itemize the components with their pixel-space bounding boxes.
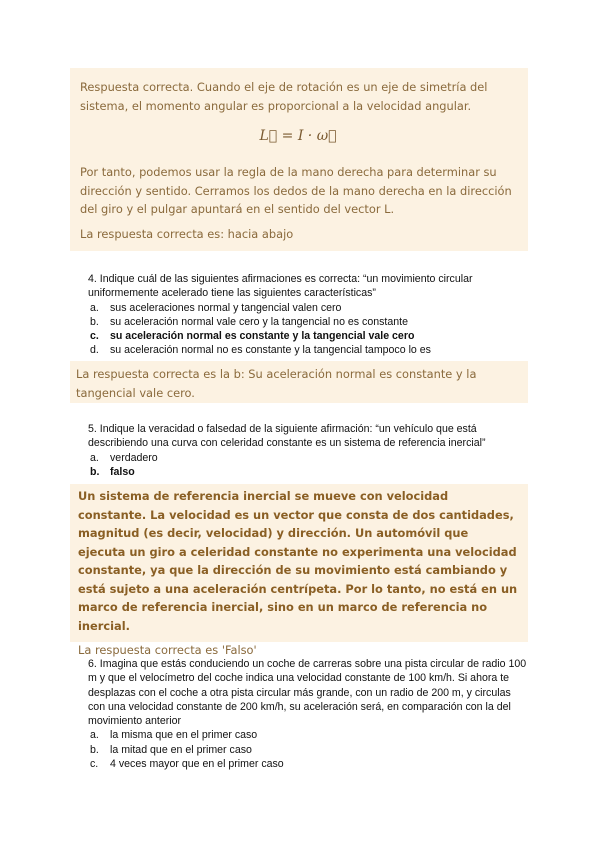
option-text: la misma que en el primer caso (110, 729, 258, 742)
option-letter: c. (90, 758, 99, 771)
option-c-selected[interactable] (88, 329, 528, 343)
option-text: 4 veces mayor que en el primer caso (110, 758, 284, 771)
option-text: verdadero (110, 451, 158, 464)
correct-answer-text: La respuesta correcta es: hacia abajo (80, 226, 294, 241)
feedback-box-question-4: La respuesta correcta es la b: Su aceleración normal es constante y la tangencial vale cero. (70, 361, 528, 403)
option-text: falso (110, 465, 135, 478)
option-a[interactable] (88, 728, 528, 742)
question-4-options (88, 301, 528, 358)
option-text: la mitad que en el primer caso (110, 743, 252, 756)
question-6 (88, 657, 528, 771)
question-6-text: 6. Imagina que estás conduciendo un coche de carreras sobre una pista circular de radio 100 m y que el velocímetro del coche indica una velocidad constante de 100 km/h. Si ahora te desplazas con el coche a otra pista circular más grande, con un radio de 200 m, y circulas con una velocidad constante de 200 km/h, su aceleración será, en comparación con la del movimiento anterior (88, 658, 527, 728)
option-letter: a. (90, 451, 99, 464)
option-letter: a. (90, 301, 99, 314)
option-text: su aceleración normal no es constante y la tangencial tampoco lo es (110, 344, 431, 357)
option-b[interactable] (88, 315, 528, 329)
angular-momentum-formula: L⃗ = I · ω⃗ (259, 128, 337, 144)
option-b[interactable] (88, 743, 528, 757)
correct-answer-text: La respuesta correcta es 'Falso' (78, 643, 257, 657)
option-letter: c. (90, 330, 99, 343)
option-text: su aceleración normal vale cero y la tangencial no es constante (110, 315, 408, 328)
option-a[interactable] (88, 451, 528, 465)
option-letter: d. (90, 344, 99, 357)
question-4 (88, 272, 528, 358)
option-d[interactable] (88, 343, 528, 357)
feedback-explanation: Un sistema de referencia inercial se mueve con velocidad constante. La velocidad es un vector que consta de dos cantidades, magnitud (es decir, velocidad) y dirección. Un automóvil que ejecuta un giro a celeridad constante no experimenta una velocidad constante, ya que la dirección de su movimiento está cambiando y está sujeto a una aceleración centrípeta. Por lo tanto, no está en un marco de referencia inercial, sino en un marco de referencia no inercial. (78, 489, 518, 633)
question-5 (88, 422, 528, 479)
option-b-selected[interactable] (88, 465, 528, 479)
option-letter: b. (90, 315, 99, 328)
option-letter: b. (90, 465, 100, 478)
option-a[interactable] (88, 301, 528, 315)
feedback-explanation-continued: Por tanto, podemos usar la regla de la mano derecha para determinar su dirección y sentido. Cerramos los dedos de la mano derecha en la dirección del giro y el pulgar apuntará en el sentido del vector L. (80, 165, 512, 216)
feedback-explanation: Respuesta correcta. Cuando el eje de rotación es un eje de simetría del sistema, el momento angular es proporcional a la velocidad angular. (80, 80, 488, 113)
feedback-box-question-5 (70, 484, 528, 657)
question-5-options (88, 451, 528, 480)
question-6-options (88, 728, 528, 771)
option-c[interactable] (88, 757, 528, 771)
option-letter: a. (90, 729, 99, 742)
option-text: su aceleración normal es constante y la tangencial vale cero (110, 330, 415, 343)
question-5-text: 5. Indique la veracidad o falsedad de la siguiente afirmación: “un vehículo que está describiendo una curva con celeridad constante es un sistema de referencia inercial” (88, 423, 486, 450)
question-4-text: 4. Indique cuál de las siguientes afirmaciones es correcta: “un movimiento circular uniformemente acelerado tiene las siguientes características” (88, 273, 473, 300)
option-letter: b. (90, 743, 99, 756)
option-text: sus aceleraciones normal y tangencial valen cero (110, 301, 342, 314)
feedback-box-question-3 (70, 68, 528, 251)
